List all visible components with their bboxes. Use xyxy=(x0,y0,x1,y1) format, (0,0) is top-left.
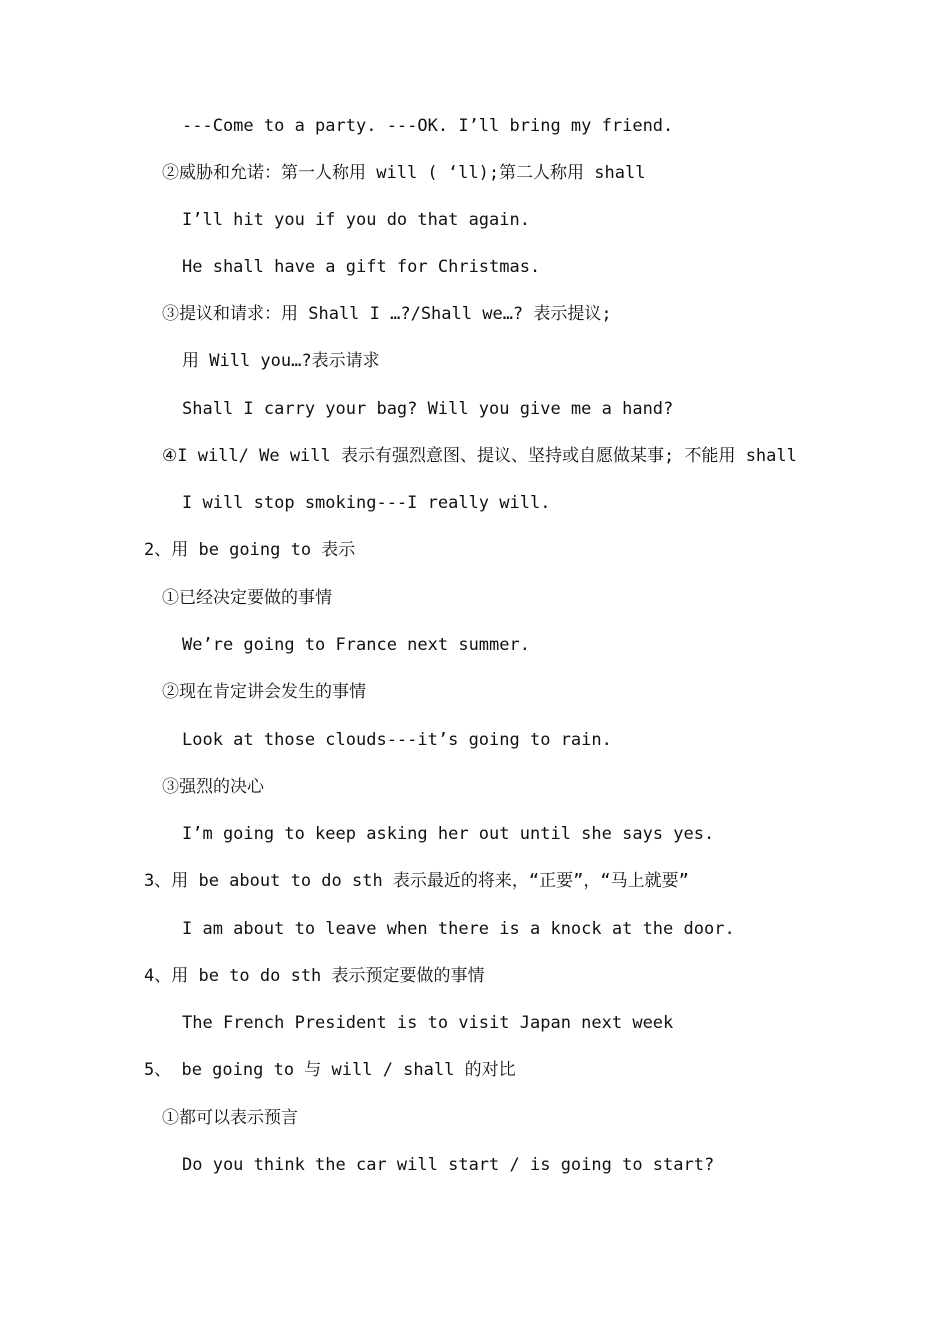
rule-prediction: ①都可以表示预言 xyxy=(162,1108,298,1128)
rule-threat-promise: ②威胁和允诺：第一人称用 will ( ‘ll);第二人称用 shall xyxy=(162,163,646,183)
rule-certain-event: ②现在肯定讲会发生的事情 xyxy=(162,682,366,702)
example-car-start: Do you think the car will start / is going to start? xyxy=(182,1155,715,1175)
rule-will-you-request: 用 Will you…?表示请求 xyxy=(182,351,380,371)
heading-be-about-to: 3、用 be about to do sth 表示最近的将来，“正要”，“马上就要” xyxy=(144,871,689,891)
example-clouds-rain: Look at those clouds---it’s going to rain. xyxy=(182,730,612,750)
rule-strong-intention: ④I will/ We will 表示有强烈意图、提议、坚持或自愿做某事; 不能用 shall xyxy=(162,446,797,466)
example-come-to-party: ---Come to a party. ---OK. I’ll bring my friend. xyxy=(182,116,674,136)
example-keep-asking: I’m going to keep asking her out until she says yes. xyxy=(182,824,715,844)
heading-be-to-do: 4、用 be to do sth 表示预定要做的事情 xyxy=(144,966,485,986)
example-gift-christmas: He shall have a gift for Christmas. xyxy=(182,257,541,277)
heading-be-going-to: 2、用 be going to 表示 xyxy=(144,540,356,560)
example-stop-smoking: I will stop smoking---I really will. xyxy=(182,493,551,513)
example-carry-bag: Shall I carry your bag? Will you give me a hand? xyxy=(182,399,674,419)
example-hit-you: I’ll hit you if you do that again. xyxy=(182,210,530,230)
heading-comparison: 5、 be going to 与 will / shall 的对比 xyxy=(144,1060,516,1080)
rule-decided-plan: ①已经决定要做的事情 xyxy=(162,588,332,608)
example-france-summer: We’re going to France next summer. xyxy=(182,635,530,655)
rule-strong-determination: ③强烈的决心 xyxy=(162,777,264,797)
rule-suggestion-request: ③提议和请求：用 Shall I …?/Shall we…? 表示提议; xyxy=(162,304,612,324)
example-french-president: The French President is to visit Japan next week xyxy=(182,1013,674,1033)
example-about-to-leave: I am about to leave when there is a knock at the door. xyxy=(182,919,735,939)
